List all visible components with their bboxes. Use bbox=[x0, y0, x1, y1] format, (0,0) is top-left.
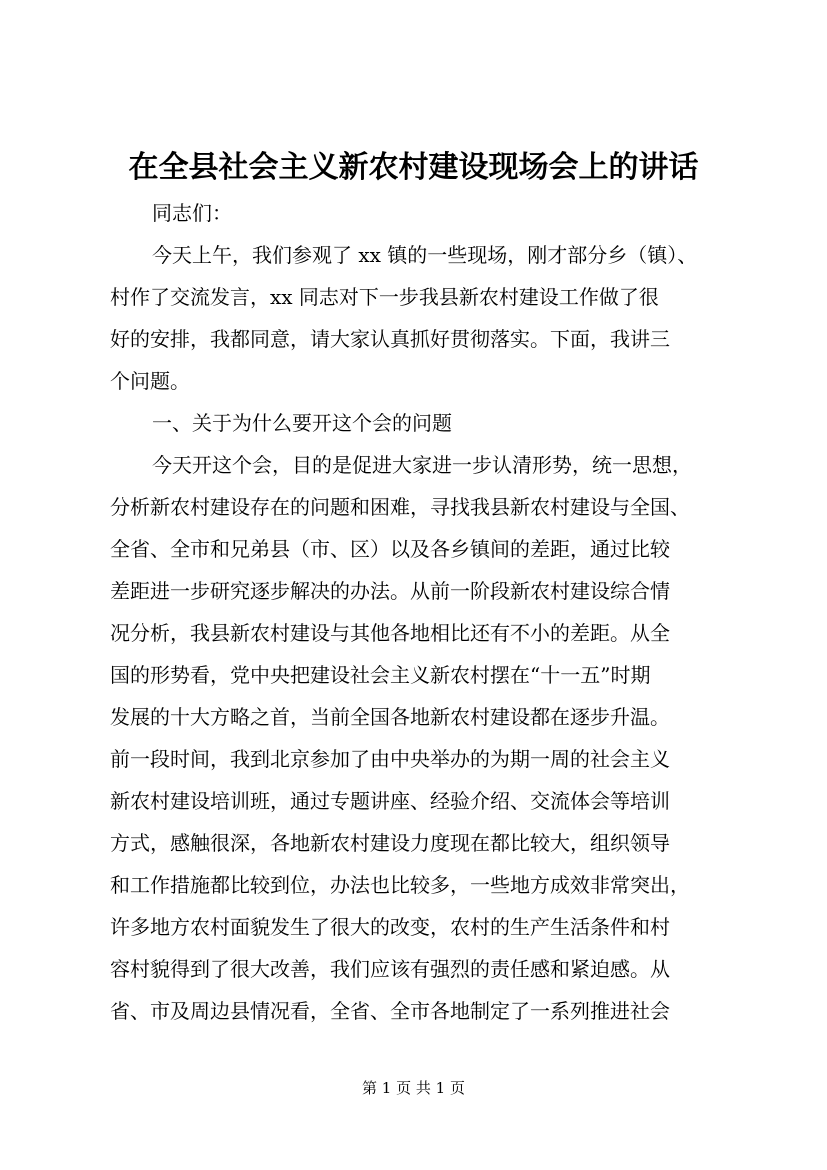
paragraph-line: 今天上午，我们参观了 xx 镇的一些现场，刚才部分乡（镇）、 bbox=[152, 243, 698, 267]
page-footer: 第 1 页 共 1 页 bbox=[362, 1079, 465, 1097]
paragraph-line: 况分析，我县新农村建设与其他各地相比还有不小的差距。从全 bbox=[110, 621, 670, 645]
document-body bbox=[110, 192, 750, 1032]
paragraph-line: 发展的十大方略之首，当前全国各地新农村建设都在逐步升温。 bbox=[110, 705, 670, 729]
document-title: 在全县社会主义新农村建设现场会上的讲话 bbox=[128, 150, 699, 185]
paragraph-line: 前一段时间，我到北京参加了由中央举办的为期一周的社会主义 bbox=[110, 747, 670, 771]
paragraph-line: 国的形势看，党中央把建设社会主义新农村摆在“十一五”时期 bbox=[110, 663, 651, 687]
paragraph-line: 村作了交流发言，xx 同志对下一步我县新农村建设工作做了很 bbox=[110, 285, 659, 309]
paragraph-line: 差距进一步研究逐步解决的办法。从前一阶段新农村建设综合情 bbox=[110, 579, 670, 603]
salutation-line: 同志们： bbox=[152, 201, 232, 225]
paragraph-line: 省、市及周边县情况看，全省、全市各地制定了一系列推进社会 bbox=[110, 999, 670, 1023]
paragraph-line: 分析新农村建设存在的问题和困难，寻找我县新农村建设与全国、 bbox=[110, 495, 690, 519]
paragraph-line: 个问题。 bbox=[110, 369, 190, 393]
paragraph-line: 许多地方农村面貌发生了很大的改变，农村的生产生活条件和村 bbox=[110, 915, 670, 939]
paragraph-line: 好的安排，我都同意，请大家认真抓好贯彻落实。下面，我讲三 bbox=[110, 327, 670, 351]
paragraph-line: 容村貌得到了很大改善，我们应该有强烈的责任感和紧迫感。从 bbox=[110, 957, 670, 981]
paragraph-line: 方式，感触很深，各地新农村建设力度现在都比较大，组织领导 bbox=[110, 831, 670, 855]
section-heading: 一、关于为什么要开这个会的问题 bbox=[152, 411, 452, 435]
paragraph-line: 新农村建设培训班，通过专题讲座、经验介绍、交流体会等培训 bbox=[110, 789, 670, 813]
paragraph-line: 全省、全市和兄弟县（市、区）以及各乡镇间的差距，通过比较 bbox=[110, 537, 670, 561]
paragraph-line: 今天开这个会，目的是促进大家进一步认清形势，统一思想， bbox=[152, 453, 692, 477]
paragraph-line: 和工作措施都比较到位，办法也比较多，一些地方成效非常突出， bbox=[110, 873, 690, 897]
